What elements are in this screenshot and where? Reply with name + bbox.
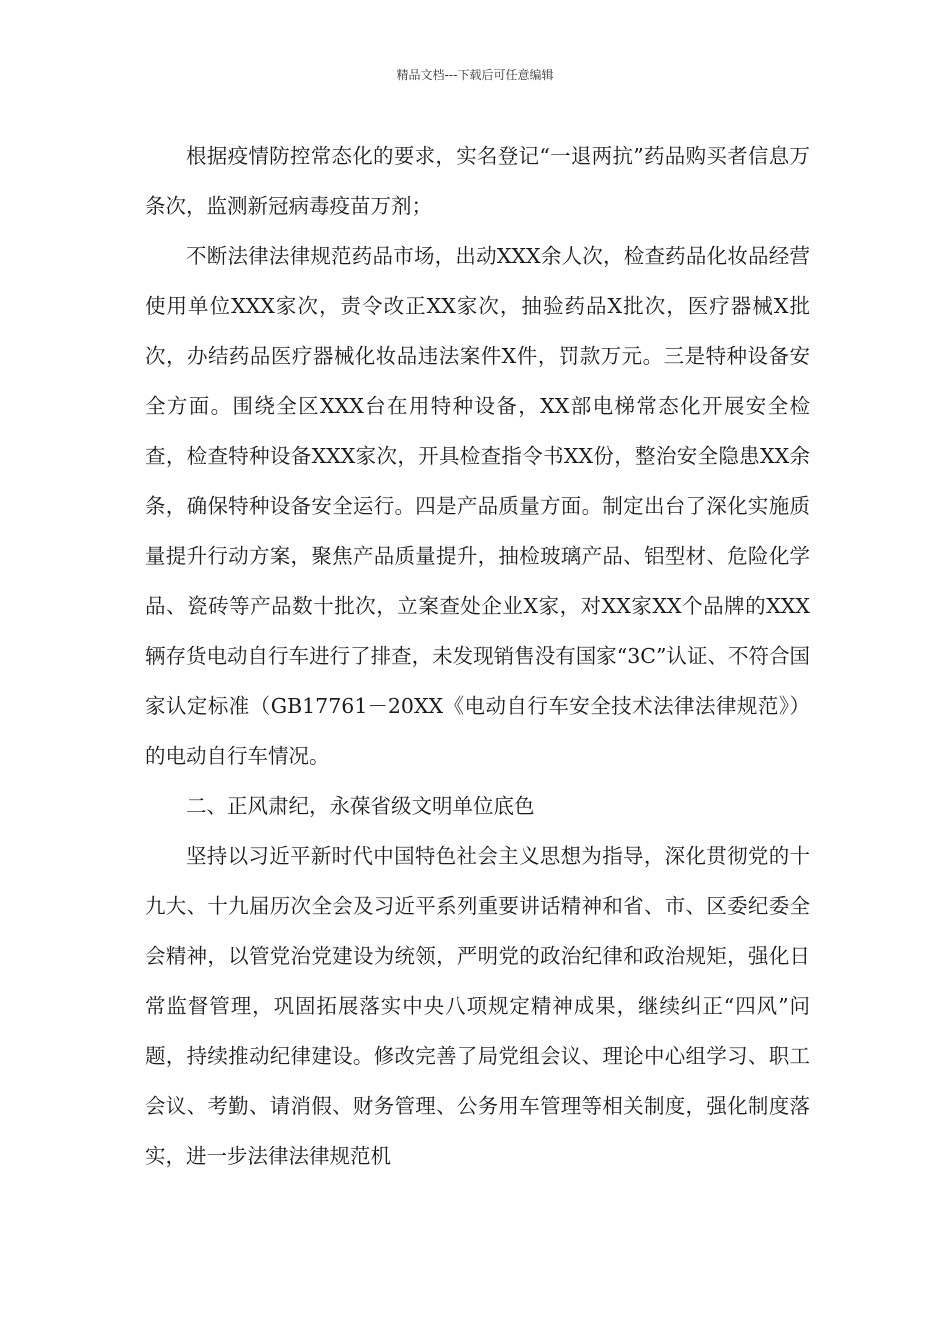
paragraph-market-inspection: 不断法律法律规范药品市场，出动XXX余人次，检查药品化妆品经营使用单位XXX家次，责令改正XX家次，抽验药品X批次，医疗器械X批次，办结药品医疗器械化妆品违法案件X件，罚款万元。三是特种设备安全方面。围绕全区XXX台在用特种设备，XX部电梯常态化开展安全检查，检查特种设备XXX家次，开具检查指令书XX份，整治安全隐患XX余条，确保特种设备安全运行。四是产品质量方面。制定出台了深化实施质量提升行动方案，聚焦产品质量提升，抽检玻璃产品、铝型材、危险化学品、瓷砖等产品数十批次，立案查处企业X家，对XX家XX个品牌的XXX辆存货电动自行车进行了排查，未发现销售没有国家“3C”认证、不符合国家认定标准（GB17761－20XX《电动自行车安全技术法律法律规范》）的电动自行车情况。	[145, 244, 810, 768]
paragraph-epidemic-registration: 根据疫情防控常态化的要求，实名登记“一退两抗”药品购买者信息万条次，监测新冠病毒疫苗万剂；	[145, 144, 810, 218]
section-heading: 二、正风肃纪，永葆省级文明单位底色	[186, 794, 535, 818]
paragraph-party-discipline: 坚持以习近平新时代中国特色社会主义思想为指导，深化贯彻党的十九大、十九届历次全会及习近平系列重要讲话精神和省、市、区委纪委全会精神，以管党治党建设为统领，严明党的政治纪律和政治规矩，强化日常监督管理，巩固拓展落实中央八项规定精神成果，继续纠正“四风”问题，持续推动纪律建设。修改完善了局党组会议、理论中心组学习、职工会议、考勤、请消假、财务管理、公务用车管理等相关制度，强化制度落实，进一步法律法律规范机	[145, 844, 810, 1168]
document-body	[145, 131, 810, 1181]
page-header: 精品文档---下载后可任意编辑	[396, 68, 554, 82]
